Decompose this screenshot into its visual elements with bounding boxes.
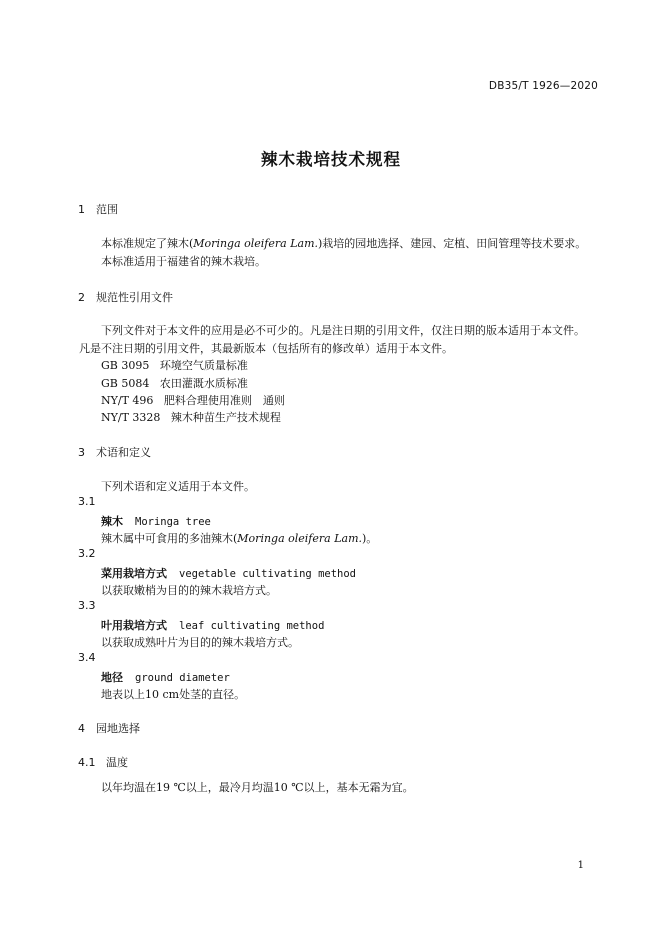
text-run: 本标准规定了辣木(	[101, 237, 194, 250]
term-definition: 以获取成熟叶片为目的的辣木栽培方式。	[101, 636, 299, 649]
term-number: 3.1	[78, 495, 96, 508]
latin-name: Moringa oleifera Lam.	[193, 237, 318, 250]
reference-item	[101, 375, 248, 391]
subsection-title: 温度	[106, 756, 128, 769]
scope-paragraph-2: 本标准适用于福建省的辣木栽培。	[101, 255, 266, 268]
reference-code: NY/T 3328	[101, 411, 161, 424]
term-heading	[101, 617, 324, 633]
section-title: 规范性引用文件	[96, 291, 173, 304]
reference-item	[101, 357, 248, 373]
section-title: 术语和定义	[96, 446, 151, 459]
term-number: 3.2	[78, 547, 96, 560]
term-definition: 地表以上10 cm处茎的直径。	[101, 688, 246, 701]
temperature-paragraph: 以年均温在19 ℃以上，最冷月均温10 ℃以上，基本无霜为宜。	[101, 781, 414, 794]
reference-name: 农田灌溉水质标准	[159, 377, 248, 390]
term-definition	[101, 530, 377, 546]
scope-paragraph-1	[101, 235, 586, 251]
reference-name: 辣木种苗生产技术规程	[170, 411, 281, 424]
reference-name: 肥料合理使用准则 通则	[163, 394, 285, 407]
reference-item	[101, 392, 285, 408]
section-title: 园地选择	[96, 722, 140, 735]
term-number: 3.3	[78, 599, 96, 612]
reference-code: GB 3095	[101, 359, 150, 372]
section-title: 范围	[96, 203, 118, 216]
term-english: Moringa tree	[135, 516, 211, 528]
subsection-number: 4.1	[78, 756, 96, 769]
section-1-heading	[78, 201, 118, 217]
section-2-heading	[78, 289, 173, 305]
reference-code: NY/T 496	[101, 394, 154, 407]
section-3-heading	[78, 444, 151, 460]
document-code: DB35/T 1926—2020	[488, 80, 598, 92]
reference-name: 环境空气质量标准	[159, 359, 248, 372]
terms-intro: 下列术语和定义适用于本文件。	[101, 480, 255, 493]
term-chinese: 叶用栽培方式	[101, 619, 167, 632]
reference-code: GB 5084	[101, 377, 150, 390]
term-chinese: 菜用栽培方式	[101, 567, 167, 580]
term-heading	[101, 565, 356, 581]
section-number: 3	[78, 446, 85, 459]
document-title: 辣木栽培技术规程	[261, 150, 401, 169]
page-number: 1	[577, 860, 584, 871]
text-run: )栽培的园地选择、建园、定植、田间管理等技术要求。	[318, 237, 587, 250]
term-heading	[101, 669, 230, 685]
latin-name: Moringa oleifera Lam.	[237, 532, 362, 545]
subsection-4-1-heading	[78, 754, 128, 770]
term-english: vegetable cultivating method	[179, 568, 357, 580]
term-chinese: 地径	[101, 671, 123, 684]
term-english: leaf cultivating method	[179, 620, 325, 632]
section-number: 2	[78, 291, 85, 304]
term-chinese: 辣木	[101, 515, 123, 528]
text-run: 辣木属中可食用的多油辣木(	[101, 532, 238, 545]
term-english: ground diameter	[135, 672, 230, 684]
term-number: 3.4	[78, 651, 96, 664]
term-definition: 以获取嫩梢为目的的辣木栽培方式。	[101, 584, 277, 597]
section-number: 1	[78, 203, 85, 216]
text-run: )。	[362, 532, 378, 545]
section-4-heading	[78, 720, 140, 736]
section-number: 4	[78, 722, 85, 735]
references-intro-line-2: 凡是不注日期的引用文件，其最新版本（包括所有的修改单）适用于本文件。	[79, 342, 453, 355]
references-intro-line-1: 下列文件对于本文件的应用是必不可少的。凡是注日期的引用文件，仅注日期的版本适用于本文件。	[101, 324, 585, 337]
reference-item	[101, 409, 281, 425]
term-heading	[101, 513, 211, 529]
